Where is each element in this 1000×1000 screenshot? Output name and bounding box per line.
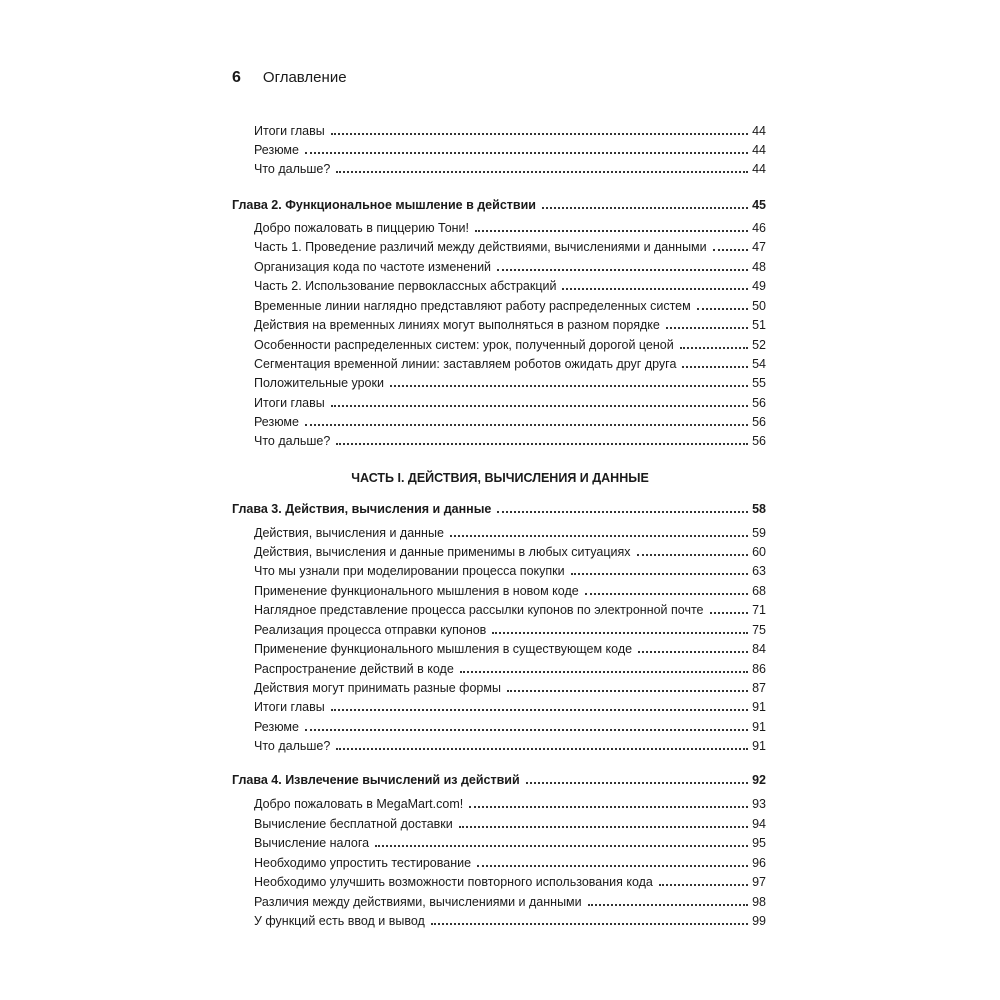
toc-entry-page: 56	[752, 434, 766, 448]
dot-leader	[336, 171, 748, 173]
toc-entry	[254, 256, 766, 274]
toc-entry	[254, 430, 766, 448]
toc-entry-title: Что дальше?	[254, 739, 331, 753]
toc-entry-page: 50	[752, 299, 766, 313]
toc-entry-page: 46	[752, 221, 766, 235]
toc-entry-title: Что дальше?	[254, 162, 331, 176]
dot-leader	[460, 671, 748, 673]
toc-entry-title: Положительные уроки	[254, 376, 384, 390]
toc-entry	[254, 619, 766, 637]
toc-entry-page: 44	[752, 143, 766, 157]
toc-entry	[254, 392, 766, 410]
part-title: ЧАСТЬ I. ДЕЙСТВИЯ, ВЫЧИСЛЕНИЯ И ДАННЫЕ	[351, 471, 649, 485]
toc-entry-title: Необходимо улучшить возможности повторного использования кода	[254, 875, 653, 889]
toc-entry	[254, 314, 766, 332]
dot-leader	[475, 230, 748, 232]
toc-entry-title: Сегментация временной линии: заставляем роботов ожидать друг друга	[254, 357, 677, 371]
toc-entry	[254, 813, 766, 831]
dot-leader	[562, 288, 748, 290]
toc-entry	[254, 139, 766, 157]
dot-leader	[507, 690, 748, 692]
toc-entry	[254, 236, 766, 254]
toc-entry	[254, 638, 766, 656]
toc-entry-page: 75	[752, 623, 766, 637]
dot-leader	[585, 593, 748, 595]
dot-leader	[375, 845, 748, 847]
toc-entry	[254, 353, 766, 371]
toc-entry-title: Действия на временных линиях могут выполняться в разном порядке	[254, 318, 660, 332]
toc-entry-page: 99	[752, 914, 766, 928]
toc-entry	[254, 372, 766, 390]
dot-leader	[331, 133, 748, 135]
dot-leader	[305, 729, 748, 731]
toc-entry-page: 56	[752, 396, 766, 410]
toc-entry-title: Что мы узнали при моделировании процесса покупки	[254, 564, 565, 578]
toc-entry	[254, 217, 766, 235]
toc-chapter	[232, 498, 766, 516]
toc-entry-page: 63	[752, 564, 766, 578]
dot-leader	[459, 826, 748, 828]
dot-leader	[666, 327, 748, 329]
toc-entry-title: Добро пожаловать в MegaMart.com!	[254, 797, 464, 811]
toc-entry	[254, 696, 766, 714]
dot-leader	[497, 269, 748, 271]
toc-entry-title: Применение функционального мышления в новом коде	[254, 584, 579, 598]
toc-entry-page: 68	[752, 584, 766, 598]
toc-entry-title: Резюме	[254, 415, 299, 429]
toc-entry	[254, 411, 766, 429]
dot-leader	[571, 573, 748, 575]
toc-entry-page: 59	[752, 526, 766, 540]
toc-entry-title: Вычисление налога	[254, 836, 370, 850]
toc-entry-page: 94	[752, 817, 766, 831]
dot-leader	[450, 535, 748, 537]
toc-entry-title: Вычисление бесплатной доставки	[254, 817, 453, 831]
toc-entry-page: 48	[752, 260, 766, 274]
dot-leader	[492, 632, 748, 634]
toc-entry-title: Итоги главы	[254, 396, 325, 410]
toc-chapter-title: Глава 2. Функциональное мышление в действии	[232, 198, 536, 212]
dot-leader	[713, 249, 748, 251]
toc-entry-title: Часть 2. Использование первоклассных абстракций	[254, 279, 557, 293]
dot-leader	[542, 207, 748, 209]
toc-entry	[254, 580, 766, 598]
toc-entry-page: 44	[752, 124, 766, 138]
toc-entry-page: 87	[752, 681, 766, 695]
dot-leader	[497, 511, 748, 513]
toc-entry-page: 52	[752, 338, 766, 352]
dot-leader	[469, 806, 748, 808]
toc-entry	[254, 871, 766, 889]
toc-entry-title: Действия, вычисления и данные применимы в любых ситуациях	[254, 545, 631, 559]
toc-entry	[254, 522, 766, 540]
toc-entry-title: Временные линии наглядно представляют работу распределенных систем	[254, 299, 691, 313]
toc-entry-page: 60	[752, 545, 766, 559]
toc-entry	[254, 832, 766, 850]
toc-entry	[254, 658, 766, 676]
toc-entry	[254, 275, 766, 293]
toc-chapter-page: 58	[752, 502, 766, 516]
toc-entry-page: 91	[752, 720, 766, 734]
dot-leader	[638, 651, 748, 653]
toc-entry-page: 91	[752, 739, 766, 753]
toc-entry-title: Наглядное представление процесса рассылки купонов по электронной почте	[254, 603, 704, 617]
toc-entry-page: 93	[752, 797, 766, 811]
dot-leader	[637, 554, 749, 556]
toc-entry-page: 51	[752, 318, 766, 332]
toc-chapter	[232, 194, 766, 212]
dot-leader	[710, 612, 749, 614]
toc-entry-title: Распространение действий в коде	[254, 662, 454, 676]
toc-entry	[254, 735, 766, 753]
dot-leader	[697, 308, 748, 310]
toc-entry-page: 97	[752, 875, 766, 889]
toc-entry-page: 95	[752, 836, 766, 850]
toc-entry-title: Что дальше?	[254, 434, 331, 448]
dot-leader	[336, 443, 748, 445]
toc-chapter-title: Глава 3. Действия, вычисления и данные	[232, 502, 492, 516]
toc-entry-title: Реализация процесса отправки купонов	[254, 623, 487, 637]
toc-entry-title: У функций есть ввод и вывод	[254, 914, 425, 928]
toc-entry	[254, 793, 766, 811]
toc-entry-title: Добро пожаловать в пиццерию Тони!	[254, 221, 470, 235]
toc-entry	[254, 295, 766, 313]
toc-entry-title: Применение функционального мышления в существующем коде	[254, 642, 633, 656]
toc-entry	[254, 120, 766, 138]
toc-entry-title: Особенности распределенных систем: урок, полученный дорогой ценой	[254, 338, 674, 352]
toc-entry	[254, 852, 766, 870]
toc-entry-title: Действия могут принимать разные формы	[254, 681, 501, 695]
toc-entry	[254, 891, 766, 909]
dot-leader	[331, 405, 748, 407]
toc-entry	[254, 158, 766, 176]
dot-leader	[305, 152, 748, 154]
toc-entry-title: Различия между действиями, вычислениями и данными	[254, 895, 582, 909]
toc-entry-page: 96	[752, 856, 766, 870]
toc-entry-title: Резюме	[254, 143, 299, 157]
toc-entry	[254, 910, 766, 928]
toc-entry-page: 71	[752, 603, 766, 617]
toc-entry-title: Действия, вычисления и данные	[254, 526, 444, 540]
toc-chapter	[232, 769, 766, 787]
dot-leader	[659, 884, 748, 886]
dot-leader	[336, 748, 748, 750]
toc-entry-title: Итоги главы	[254, 700, 325, 714]
dot-leader	[680, 347, 748, 349]
dot-leader	[305, 424, 748, 426]
dot-leader	[477, 865, 748, 867]
toc-entry	[254, 677, 766, 695]
toc-entry	[254, 334, 766, 352]
toc-entry	[254, 560, 766, 578]
dot-leader	[431, 923, 748, 925]
toc-entry-title: Необходимо упростить тестирование	[254, 856, 472, 870]
toc-entry-title: Итоги главы	[254, 124, 325, 138]
toc-entry-title: Часть 1. Проведение различий между действиями, вычислениями и данными	[254, 240, 707, 254]
toc-chapter-title: Глава 4. Извлечение вычислений из действий	[232, 773, 520, 787]
toc-entry	[254, 541, 766, 559]
page-header	[232, 69, 347, 87]
toc-chapter-page: 92	[752, 773, 766, 787]
toc-chapter-page: 45	[752, 198, 766, 212]
dot-leader	[682, 366, 748, 368]
toc-entry-page: 47	[752, 240, 766, 254]
dot-leader	[588, 904, 748, 906]
toc-entry-title: Резюме	[254, 720, 299, 734]
dot-leader	[331, 709, 748, 711]
toc-entry-title: Организация кода по частоте изменений	[254, 260, 492, 274]
page-number: 6	[232, 69, 241, 86]
toc-entry	[254, 716, 766, 734]
toc-entry-page: 98	[752, 895, 766, 909]
toc-entry-page: 55	[752, 376, 766, 390]
toc-entry-page: 84	[752, 642, 766, 656]
toc-entry-page: 56	[752, 415, 766, 429]
toc-entry-page: 86	[752, 662, 766, 676]
toc-entry-page: 54	[752, 357, 766, 371]
dot-leader	[526, 782, 748, 784]
toc-entry-page: 44	[752, 162, 766, 176]
toc-entry-page: 49	[752, 279, 766, 293]
toc-entry-page: 91	[752, 700, 766, 714]
toc-entry	[254, 599, 766, 617]
dot-leader	[390, 385, 748, 387]
page-title: Оглавление	[262, 69, 347, 86]
